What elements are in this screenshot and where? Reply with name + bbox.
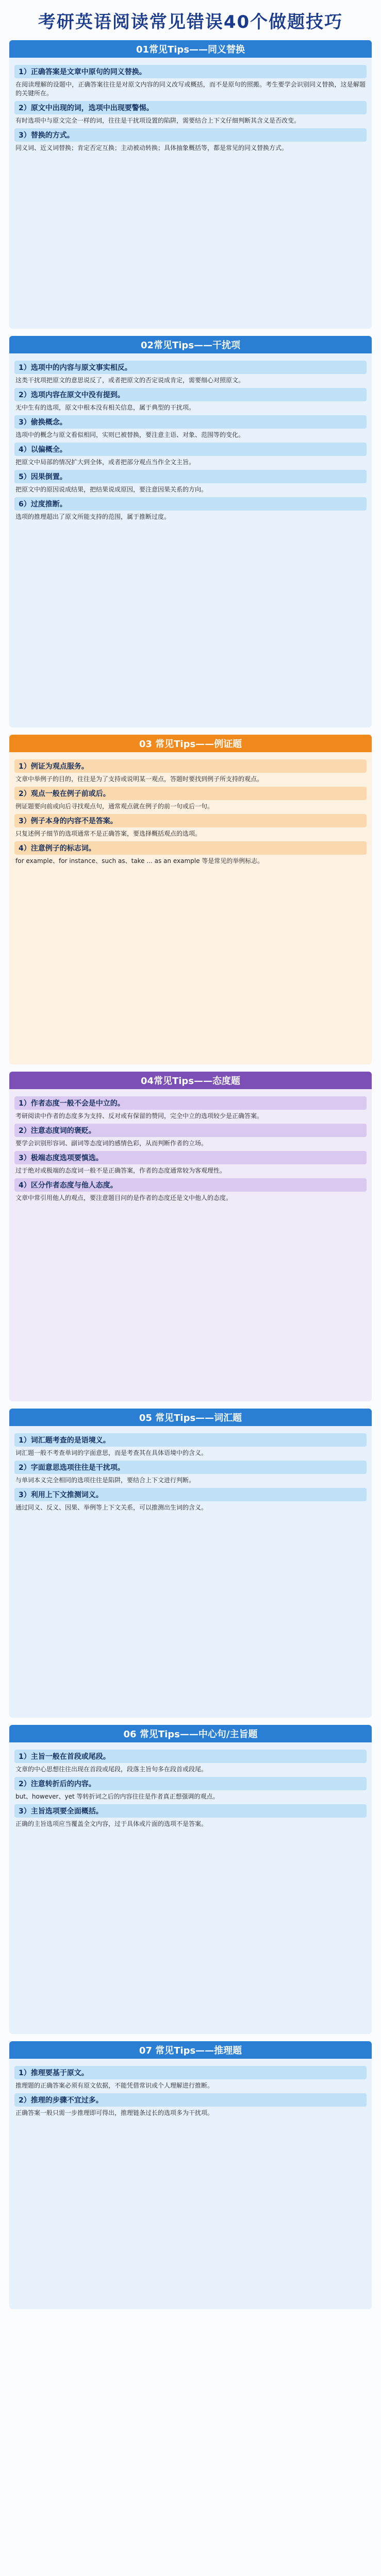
tip-paragraph: 考研阅读中作者的态度多为支持、反对或有保留的赞同，完全中立的选项较少是正确答案。 bbox=[15, 1112, 263, 1120]
tip-label-text: 5）因果倒置。 bbox=[19, 473, 67, 481]
tip-paragraph: 通过同义、反义、因果、举例等上下文关系，可以推测出生词的含义。 bbox=[15, 1504, 208, 1511]
section bbox=[9, 1409, 372, 1718]
tip-label-text: 6）过度推断。 bbox=[19, 500, 67, 509]
tip-label bbox=[14, 361, 367, 374]
page-title: 考研英语阅读常见错误40个做题技巧 bbox=[38, 11, 343, 32]
tip-paragraph: 文章的中心思想往往出现在首段或尾段，段落主旨句多在段首或段尾。 bbox=[15, 1766, 208, 1773]
tip-paragraph: 无中生有的选项，原文中根本没有相关信息，属于典型的干扰项。 bbox=[15, 404, 195, 411]
tip-label bbox=[14, 2093, 367, 2107]
section-header: 06 常见Tips——中心句/主旨题 bbox=[9, 1725, 372, 1742]
section-body bbox=[9, 752, 372, 872]
tip-label-text: 4）注意例子的标志词。 bbox=[19, 844, 96, 853]
tip-paragraph: but、however、yet 等转折词之后的内容往往是作者真正想强调的观点。 bbox=[15, 1793, 219, 1800]
tip-label bbox=[14, 443, 367, 456]
tip-label-text: 2）注意态度词的褒贬。 bbox=[19, 1127, 96, 1135]
tip-paragraph: 同义词、近义词替换；肯定否定互换；主动被动转换；具体抽象概括等，都是常见的同义替换方式。 bbox=[15, 144, 288, 151]
tip-label-text: 1）推理要基于原文。 bbox=[19, 2069, 89, 2077]
tip-label-text: 3）替换的方式。 bbox=[19, 131, 74, 140]
tip-label bbox=[14, 759, 367, 773]
section bbox=[9, 2041, 372, 2309]
section-body bbox=[9, 58, 372, 159]
section-header: 04常见Tips——态度题 bbox=[9, 1072, 372, 1089]
tip-label-text: 4）区分作者态度与他人态度。 bbox=[19, 1181, 118, 1190]
tip-label-text: 1）正确答案是文章中原句的同义替换。 bbox=[19, 68, 146, 76]
tip-label bbox=[14, 388, 367, 401]
content bbox=[0, 40, 381, 2309]
tip-label-text: 2）观点一般在例子前或后。 bbox=[19, 790, 110, 798]
tip-paragraph: 正确答案一般只需一步推理即可得出，推理链条过长的选项多为干扰项。 bbox=[15, 2109, 214, 2116]
tip-paragraph: 把原文中局部的情况扩大到全体，或者把部分观点当作全文主旨。 bbox=[15, 459, 195, 466]
tip-paragraph: 词汇题一般不考查单词的字面意思，而是考查其在具体语境中的含义。 bbox=[15, 1449, 208, 1456]
tip-label bbox=[14, 101, 367, 114]
tip-paragraph: 推理题的正确答案必须有原文依据，不能凭借常识或个人理解进行推断。 bbox=[15, 2082, 214, 2089]
tip-label bbox=[14, 497, 367, 511]
tip-label bbox=[14, 1151, 367, 1164]
section bbox=[9, 1072, 372, 1401]
section-body bbox=[9, 1089, 372, 1209]
tip-label bbox=[14, 814, 367, 827]
tip-label-text: 1）词汇题考查的是语境义。 bbox=[19, 1436, 110, 1445]
tip-label-text: 1）选项中的内容与原文事实相反。 bbox=[19, 364, 132, 372]
tip-paragraph: 与单词本义完全相同的选项往往是陷阱，要结合上下文进行判断。 bbox=[15, 1477, 195, 1484]
tip-label bbox=[14, 1124, 367, 1137]
tip-label-text: 2）字面意思选项往往是干扰项。 bbox=[19, 1464, 125, 1472]
tip-label-text: 1）主旨一般在首段或尾段。 bbox=[19, 1753, 110, 1761]
tip-label-text: 2）注意转折后的内容。 bbox=[19, 1780, 96, 1788]
tip-label bbox=[14, 415, 367, 429]
tip-label-text: 4）以偏概全。 bbox=[19, 446, 67, 454]
tip-label bbox=[14, 1804, 367, 1818]
section-body bbox=[9, 2059, 372, 2124]
tip-label bbox=[14, 1488, 367, 1501]
tip-label bbox=[14, 1096, 367, 1110]
tip-label bbox=[14, 841, 367, 855]
tip-label-text: 3）偷换概念。 bbox=[19, 418, 67, 427]
tip-paragraph: for example、for instance、such as、take ... as an example 等是常见的举例标志。 bbox=[15, 857, 264, 865]
tip-label-text: 2）原文中出现的词，选项中出现要警惕。 bbox=[19, 104, 154, 112]
tip-label-text: 1）例证为观点服务。 bbox=[19, 762, 89, 771]
tip-paragraph: 只复述例子细节的选项通常不是正确答案，要选择概括观点的选项。 bbox=[15, 830, 202, 837]
tip-paragraph: 在阅读理解的设题中，正确答案往往是对原文内容的同义改写或概括，而不是原句的照搬。考生要学会识别同义替换，这是解题的关键所在。 bbox=[15, 81, 366, 97]
tip-paragraph: 这类干扰项把原文的意思说反了，或者把原文的否定说成肯定，需要细心对照原文。 bbox=[15, 377, 245, 384]
tip-paragraph: 文章中举例子的目的，往往是为了支持或说明某一观点，答题时要找到例子所支持的观点。 bbox=[15, 775, 263, 783]
tip-paragraph: 有时选项中与原文完全一样的词，往往是干扰项设置的陷阱，需要结合上下文仔细判断其含义是否改变。 bbox=[15, 117, 301, 124]
tip-label-text: 1）作者态度一般不会是中立的。 bbox=[19, 1099, 125, 1108]
section bbox=[9, 735, 372, 1064]
section-body bbox=[9, 1426, 372, 1518]
tip-paragraph: 文章中常引用他人的观点，要注意题目问的是作者的态度还是文中他人的态度。 bbox=[15, 1194, 233, 1201]
section-header: 07 常见Tips——推理题 bbox=[9, 2041, 372, 2059]
tip-label bbox=[14, 787, 367, 800]
tip-label bbox=[14, 1433, 367, 1447]
tip-paragraph: 正确的主旨选项应当覆盖全文内容，过于具体或片面的选项不是答案。 bbox=[15, 1820, 208, 1827]
section bbox=[9, 40, 372, 329]
tip-paragraph: 要学会识别形容词、副词等态度词的感情色彩，从而判断作者的立场。 bbox=[15, 1140, 208, 1147]
tip-label-text: 2）选项内容在原文中没有提到。 bbox=[19, 391, 125, 399]
tip-label bbox=[14, 128, 367, 142]
section bbox=[9, 1725, 372, 2034]
section-header: 05 常见Tips——词汇题 bbox=[9, 1409, 372, 1426]
tip-label bbox=[14, 1750, 367, 1763]
tip-label-text: 2）推理的步骤不宜过多。 bbox=[19, 2096, 103, 2105]
tip-paragraph: 把原文中的原因说成结果，把结果说成原因，要注意因果关系的方向。 bbox=[15, 486, 208, 493]
tip-paragraph: 选项中的概念与原文看似相同，实则已被替换，要注意主语、对象、范围等的变化。 bbox=[15, 431, 245, 438]
section-body bbox=[9, 1742, 372, 1835]
tip-label bbox=[14, 2066, 367, 2079]
tip-paragraph: 过于绝对或极端的态度词一般不是正确答案，作者的态度通常较为客观理性。 bbox=[15, 1167, 226, 1174]
tip-label-text: 3）主旨选项要全面概括。 bbox=[19, 1807, 103, 1816]
section-header: 02常见Tips——干扰项 bbox=[9, 336, 372, 353]
tip-label-text: 3）例子本身的内容不是答案。 bbox=[19, 817, 118, 825]
tip-paragraph: 例证题要向前或向后寻找观点句，通常观点就在例子的前一句或后一句。 bbox=[15, 803, 214, 810]
tip-label bbox=[14, 1461, 367, 1474]
tip-label bbox=[14, 65, 367, 78]
tip-label-text: 3）极端态度选项要慎选。 bbox=[19, 1154, 103, 1162]
tip-label-text: 3）利用上下文推测词义。 bbox=[19, 1491, 103, 1499]
tip-label bbox=[14, 1178, 367, 1192]
tip-label bbox=[14, 470, 367, 483]
section bbox=[9, 336, 372, 727]
section-header: 01常见Tips——同义替换 bbox=[9, 40, 372, 58]
section-body bbox=[9, 353, 372, 528]
tip-paragraph: 选项的推理超出了原文所能支持的范围，属于推断过度。 bbox=[15, 513, 171, 520]
section-header: 03 常见Tips——例证题 bbox=[9, 735, 372, 752]
tip-label bbox=[14, 1777, 367, 1790]
